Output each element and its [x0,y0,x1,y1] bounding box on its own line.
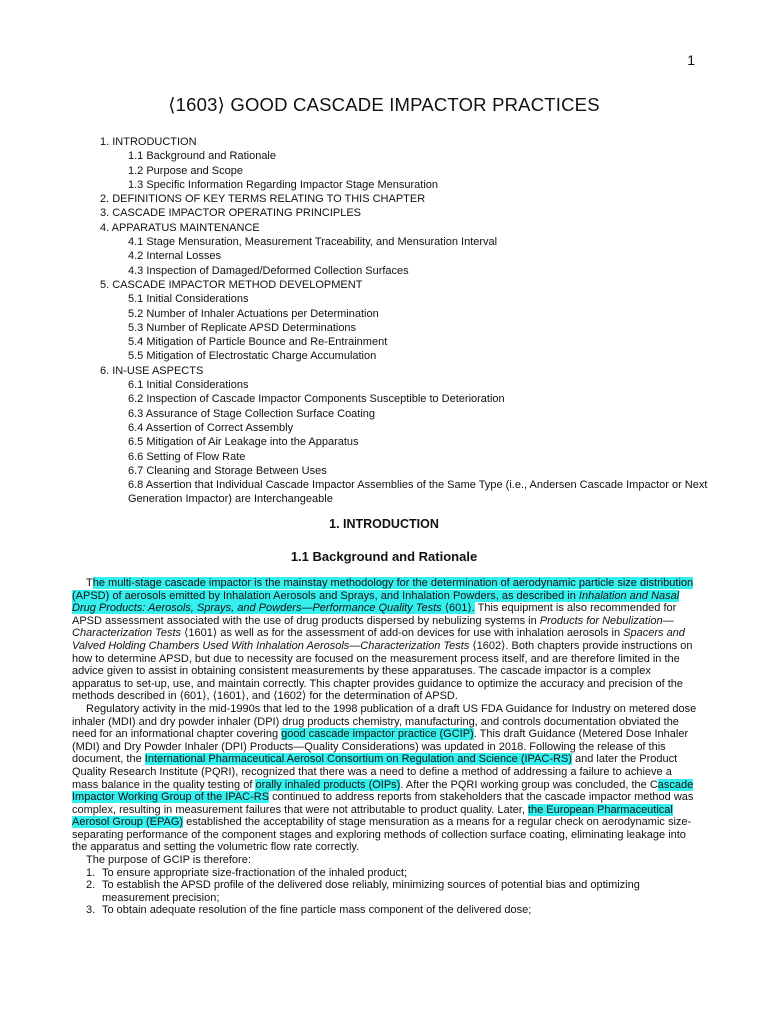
text-run: continued to address reports from stakeholders that the cascade impactor method was complex, resulting in measurement failures that were not attributable to product quality. Later, [72,791,694,816]
list-item [72,867,697,880]
text-run: Regulatory activity in the mid-1990s that led to the 1998 publication of a draft US FDA Guidance for Industry on metered dose inhaler (MDI) and dry powder inhaler (DPI) drug products chemistry, manufacturing, and controls documentation obviated the need for an informational chapter covering [72,702,697,741]
toc-entry: 6.6 Setting of Flow Rate [128,450,246,463]
highlighted-text: orally inhaled products (OIPs) [255,778,401,791]
toc-entry: 5. CASCADE IMPACTOR METHOD DEVELOPMENT [100,278,363,291]
highlighted-text: ascade Impactor Working Group of the IPAC-RS [72,778,694,804]
highlighted-text: the European Pharmaceutical Aerosol Group (EPAG) [72,803,673,829]
paragraph [72,854,697,867]
list-item [72,904,697,917]
text-run: T [86,577,93,589]
text-run: The purpose of GCIP is therefore: [86,854,251,867]
subsection-heading: 1.1 Background and Rationale [290,549,478,564]
toc-entry: 6.5 Mitigation of Air Leakage into the Apparatus [128,436,359,449]
toc-entry: 1.1 Background and Rationale [128,150,276,163]
text-run: . This draft Guidance (Metered Dose Inhaler (MDI) and Dry Powder Inhaler (DPI) Products—Quality Considerations) was updated in 2018. Following the release of this document, the [72,728,689,766]
toc-entry: 5.3 Number of Replicate APSD Determinations [128,321,357,334]
text-run: Products for Nebulization—Characterization Tests [72,614,674,640]
list-text: To establish the APSD profile of the delivered dose reliably, minimizing sources of potential bias and optimizing measurement precision; [102,879,640,904]
toc-entry: 1.3 Specific Information Regarding Impactor Stage Mensuration [128,178,438,191]
toc-entry: 6.4 Assertion of Correct Assembly [128,421,294,434]
list-number: 3. [86,904,96,917]
toc-entry: 6.2 Inspection of Cascade Impactor Components Susceptible to Deterioration [128,393,505,406]
body-text [72,577,697,917]
toc-entry: 5.4 Mitigation of Particle Bounce and Re-Entrainment [128,336,388,349]
list-text: To ensure appropriate size-fractionation of the inhaled product; [102,866,408,879]
highlighted-text: International Pharmaceutical Aerosol Consortium on Regulation and Science (IPAC-RS) [144,753,572,766]
toc-entry: 4.1 Stage Mensuration, Measurement Traceability, and Mensuration Interval [128,236,498,249]
highlighted-text: good cascade impactor practice (GCIP) [281,728,474,741]
toc-entry: 3. CASCADE IMPACTOR OPERATING PRINCIPLES [100,207,361,220]
text-run: ⟨1602⟩. Both chapters provide instructions on how to determine APSD, but due to necessity are focused on the measurement process itself, and are therefore limited in the advice given to assist in obtaining consistent measurements by these apparatuses. The cascade impactor is a complex apparatus to set-up, use, and maintain correctly. This chapter provides guidance to optimize the accuracy and precision of the methods described in ⟨601⟩, ⟨1601⟩, and ⟨1602⟩ for the determination of APSD. [72,639,693,703]
text-run: Spacers and Valved Holding Chambers Used With Inhalation Aerosols—Characterization Tests [72,627,685,652]
text-run: established the acceptability of stage mensuration as a means for a regular check on aerodynamic size-separating performance of the component stages and exploring methods of collection surface coating, eliminating leakage into the apparatus and setting the volumetric flow rate correctly. [72,816,692,854]
toc-entry: 5.1 Initial Considerations [128,293,249,306]
list-item [72,879,697,904]
toc-entry: 1. INTRODUCTION [100,136,197,148]
toc-entry: 5.5 Mitigation of Electrostatic Charge Accumulation [128,350,377,363]
purpose-list [72,867,697,917]
toc-entry: 6.1 Initial Considerations [128,379,249,392]
text-run: ⟨1601⟩ as well as for the assessment of add-on devices for use with inhalation aerosols in [181,627,624,640]
list-number: 2. [86,879,96,892]
toc-entry: 5.2 Number of Inhaler Actuations per Determination [128,307,379,320]
page-title: ⟨1603⟩ GOOD CASCADE IMPACTOR PRACTICES [168,94,600,115]
toc-entry: 6.7 Cleaning and Storage Between Uses [128,464,327,477]
toc-entry: 2. DEFINITIONS OF KEY TERMS RELATING TO THIS CHAPTER [100,193,426,206]
toc-entry: 6. IN-USE ASPECTS [100,364,204,377]
list-number: 1. [86,866,96,879]
toc-entry: 4.3 Inspection of Damaged/Deformed Collection Surfaces [128,264,409,277]
page-number: 1 [687,52,695,68]
highlighted-text: Inhalation and Nasal Drug Products: Aerosols, Sprays, and Powders—Performance Quality Tests [72,589,680,615]
paragraph [72,577,697,703]
highlighted-text: he multi-stage cascade impactor is the mainstay methodology for the determination of aerodynamic particle size distribution (APSD) of aerosols emitted by Inhalation Aerosols and Sprays, and Inhalation Powders, as described in [72,577,694,602]
text-run: . After the PQRI working group was concluded, the C [400,778,658,791]
table-of-contents [100,135,710,507]
list-text: To obtain adequate resolution of the fine particle mass component of the delivered dose; [102,904,532,917]
section-heading: 1. INTRODUCTION [329,517,439,531]
text-run: This equipment is also recommended for APSD assessment associated with the use of drug products dispersed by nebulizing systems in [72,602,677,627]
toc-entry: 6.3 Assurance of Stage Collection Surface Coating [128,407,376,420]
toc-entry: 1.2 Purpose and Scope [128,164,243,177]
toc-entry: 4.2 Internal Losses [128,250,221,263]
toc-entry: 6.8 Assertion that Individual Cascade Impactor Assemblies of the Same Type (i.e., Andersen Cascade Impactor or Next Generation Impactor) are Interchangeable [128,479,708,506]
highlighted-text: ⟨601⟩. [441,602,475,615]
paragraph [72,703,697,854]
text-run: and later the Product Quality Research Institute (PQRI), recognized that there was a need to define a method of addressing a failure to achieve a mass balance in the quality testing of [72,753,678,791]
toc-entry: 4. APPARATUS MAINTENANCE [100,221,260,234]
